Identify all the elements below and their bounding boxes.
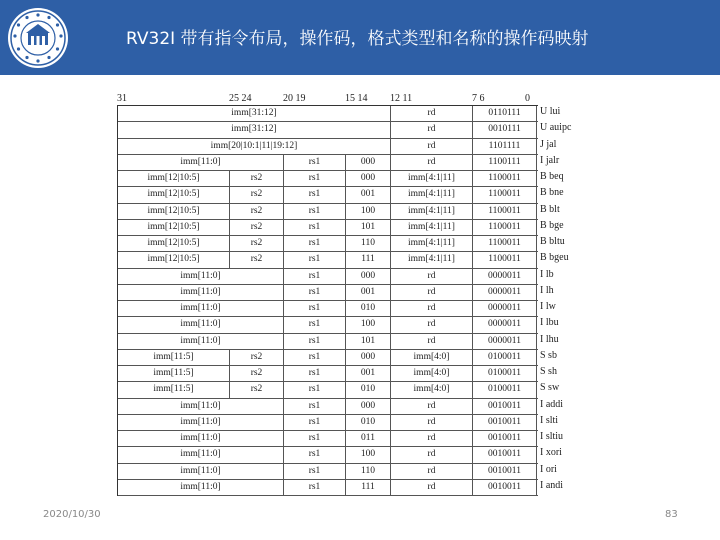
opcode-cell: 0000011 [473,301,537,317]
imm-cell: imm[11:0] [118,269,284,285]
opcode-cell: 1100011 [473,204,537,220]
rs1-cell: rs1 [284,204,346,220]
imm-cell: imm[31:12] [118,122,391,138]
table-row [118,220,538,236]
instruction-name: I addi [540,398,564,410]
funct3-cell: 111 [346,480,391,496]
table-row [118,139,538,155]
imm-cell: imm[11:0] [118,334,284,350]
funct3-cell: 100 [346,447,391,463]
opcode-cell: 0100011 [473,366,537,382]
instruction-name: I andi [540,479,564,491]
funct3-cell: 011 [346,431,391,447]
rs1-cell: rs1 [284,155,346,171]
bit-label: 7 6 [472,93,485,104]
opcode-cell: 0000011 [473,334,537,350]
rd-cell: rd [391,106,473,122]
opcode-cell: 0100011 [473,382,537,398]
title-bar [0,0,720,75]
rs1-cell: rs1 [284,447,346,463]
rs1-cell: rs1 [284,431,346,447]
bit-label: 20 19 [283,93,306,104]
table-row [118,301,538,317]
rd-cell: rd [391,285,473,301]
rd-cell: imm[4:1|11] [391,204,473,220]
instruction-name: I lh [540,284,554,296]
instruction-name: U auipc [540,122,572,134]
rd-cell: imm[4:1|11] [391,187,473,203]
university-seal-logo [6,6,70,70]
bit-label: 25 24 [229,93,252,104]
rd-cell: imm[4:0] [391,382,473,398]
opcode-cell: 0010011 [473,431,537,447]
table-row [118,334,538,350]
page-number: 83 [665,509,678,520]
rs2-cell: rs2 [230,236,284,252]
footer-date: 2020/10/30 [43,509,101,520]
opcode-cell: 1100011 [473,187,537,203]
funct3-cell: 001 [346,285,391,301]
opcode-cell: 0010111 [473,122,537,138]
table-row [118,431,538,447]
instruction-name: S sh [540,366,557,377]
table-row [118,236,538,252]
imm-cell: imm[11:0] [118,317,284,333]
rd-cell: imm[4:1|11] [391,171,473,187]
rs1-cell: rs1 [284,236,346,252]
opcode-cell: 0000011 [473,285,537,301]
table-row [118,317,538,333]
rs1-cell: rs1 [284,415,346,431]
rd-cell: rd [391,334,473,350]
instruction-name-column [540,105,610,495]
rs2-cell: rs2 [230,220,284,236]
table-row [118,122,538,138]
imm-cell: imm[12|10:5] [118,171,230,187]
rs1-cell: rs1 [284,382,346,398]
rs2-cell: rs2 [230,382,284,398]
table-row [118,204,538,220]
table-row [118,366,538,382]
funct3-cell: 010 [346,415,391,431]
opcode-cell: 1100011 [473,236,537,252]
funct3-cell: 000 [346,350,391,366]
instruction-name: S sb [540,349,557,361]
instruction-name: S sw [540,382,560,394]
opcode-cell: 0110111 [473,106,537,122]
funct3-cell: 010 [346,301,391,317]
imm-cell: imm[31:12] [118,106,391,122]
instruction-name: I lb [540,268,554,280]
rs1-cell: rs1 [284,480,346,496]
instruction-name: I lhu [540,333,559,345]
table-row [118,480,538,496]
rs2-cell: rs2 [230,171,284,187]
opcode-cell: 0000011 [473,317,537,333]
table-row [118,106,538,122]
rd-cell: imm[4:1|11] [391,252,473,268]
bit-label: 31 [117,93,127,104]
instruction-name: I xori [540,447,562,459]
funct3-cell: 100 [346,317,391,333]
rd-cell: rd [391,317,473,333]
rs1-cell: rs1 [284,301,346,317]
rs1-cell: rs1 [284,317,346,333]
imm-cell: imm[11:0] [118,399,284,415]
opcode-cell: 0000011 [473,269,537,285]
instruction-name: B blt [540,203,560,215]
instruction-name: B bne [540,187,564,199]
rs2-cell: rs2 [230,204,284,220]
bit-position-header [117,93,537,105]
opcode-cell: 0010011 [473,415,537,431]
table-row [118,187,538,203]
bit-label: 0 [525,93,530,104]
imm-cell: imm[11:0] [118,464,284,480]
rd-cell: rd [391,301,473,317]
instruction-name: I ori [540,463,557,475]
imm-cell: imm[11:0] [118,447,284,463]
rs1-cell: rs1 [284,285,346,301]
instruction-name: I lbu [540,317,559,329]
rs1-cell: rs1 [284,366,346,382]
imm-cell: imm[12|10:5] [118,187,230,203]
rd-cell: rd [391,139,473,155]
page-title: RV32I 带有指令布局，操作码，格式类型和名称的操作码映射 [126,29,589,49]
imm-cell: imm[11:5] [118,382,230,398]
bit-label: 12 11 [390,93,413,104]
rd-cell: rd [391,447,473,463]
rd-cell: imm[4:0] [391,350,473,366]
imm-cell: imm[12|10:5] [118,236,230,252]
rd-cell: imm[4:1|11] [391,236,473,252]
instruction-name: I jalr [540,154,560,166]
rs1-cell: rs1 [284,187,346,203]
rs1-cell: rs1 [284,464,346,480]
table-row [118,171,538,187]
rd-cell: rd [391,155,473,171]
opcode-cell: 1101111 [473,139,537,155]
rs2-cell: rs2 [230,252,284,268]
rs2-cell: rs2 [230,366,284,382]
table-row [118,252,538,268]
opcode-cell: 0010011 [473,464,537,480]
funct3-cell: 100 [346,204,391,220]
imm-cell: imm[12|10:5] [118,252,230,268]
imm-cell: imm[12|10:5] [118,204,230,220]
bit-label: 15 14 [345,93,368,104]
funct3-cell: 001 [346,187,391,203]
imm-cell: imm[12|10:5] [118,220,230,236]
table-row [118,155,538,171]
funct3-cell: 000 [346,155,391,171]
table-row [118,415,538,431]
rs2-cell: rs2 [230,187,284,203]
imm-cell: imm[11:5] [118,350,230,366]
opcode-cell: 1100011 [473,171,537,187]
imm-cell: imm[11:0] [118,155,284,171]
funct3-cell: 000 [346,399,391,415]
imm-cell: imm[11:0] [118,285,284,301]
funct3-cell: 010 [346,382,391,398]
opcode-cell: 0010011 [473,447,537,463]
funct3-cell: 111 [346,252,391,268]
rd-cell: rd [391,464,473,480]
instruction-name: I lw [540,301,556,312]
rs1-cell: rs1 [284,269,346,285]
instruction-name: I sltiu [540,431,564,442]
opcode-cell: 1100111 [473,155,537,171]
instruction-name: B bltu [540,236,565,247]
opcode-map-table [117,105,538,496]
table-row [118,464,538,480]
imm-cell: imm[11:0] [118,431,284,447]
rs1-cell: rs1 [284,171,346,187]
opcode-cell: 0010011 [473,399,537,415]
opcode-cell: 0100011 [473,350,537,366]
imm-cell: imm[11:5] [118,366,230,382]
funct3-cell: 101 [346,334,391,350]
rd-cell: rd [391,431,473,447]
imm-cell: imm[20|10:1|11|19:12] [118,139,391,155]
table-row [118,269,538,285]
imm-cell: imm[11:0] [118,301,284,317]
rd-cell: rd [391,122,473,138]
instruction-name: B beq [540,171,564,182]
rd-cell: rd [391,415,473,431]
table-row [118,285,538,301]
table-row [118,350,538,366]
rs1-cell: rs1 [284,252,346,268]
rd-cell: imm[4:0] [391,366,473,382]
rd-cell: rd [391,480,473,496]
rs1-cell: rs1 [284,350,346,366]
funct3-cell: 000 [346,269,391,285]
imm-cell: imm[11:0] [118,415,284,431]
opcode-cell: 1100011 [473,252,537,268]
opcode-cell: 1100011 [473,220,537,236]
table-row [118,382,538,398]
funct3-cell: 001 [346,366,391,382]
instruction-name: U lui [540,106,561,117]
rd-cell: imm[4:1|11] [391,220,473,236]
rs1-cell: rs1 [284,334,346,350]
instruction-name: J jal [540,138,557,150]
funct3-cell: 101 [346,220,391,236]
rd-cell: rd [391,399,473,415]
rs1-cell: rs1 [284,220,346,236]
funct3-cell: 110 [346,236,391,252]
imm-cell: imm[11:0] [118,480,284,496]
table-row [118,399,538,415]
rd-cell: rd [391,269,473,285]
instruction-name: B bgeu [540,252,569,264]
funct3-cell: 000 [346,171,391,187]
funct3-cell: 110 [346,464,391,480]
instruction-name: B bge [540,219,564,231]
rs1-cell: rs1 [284,399,346,415]
instruction-name: I slti [540,414,559,426]
rs2-cell: rs2 [230,350,284,366]
table-row [118,447,538,463]
opcode-cell: 0010011 [473,480,537,496]
